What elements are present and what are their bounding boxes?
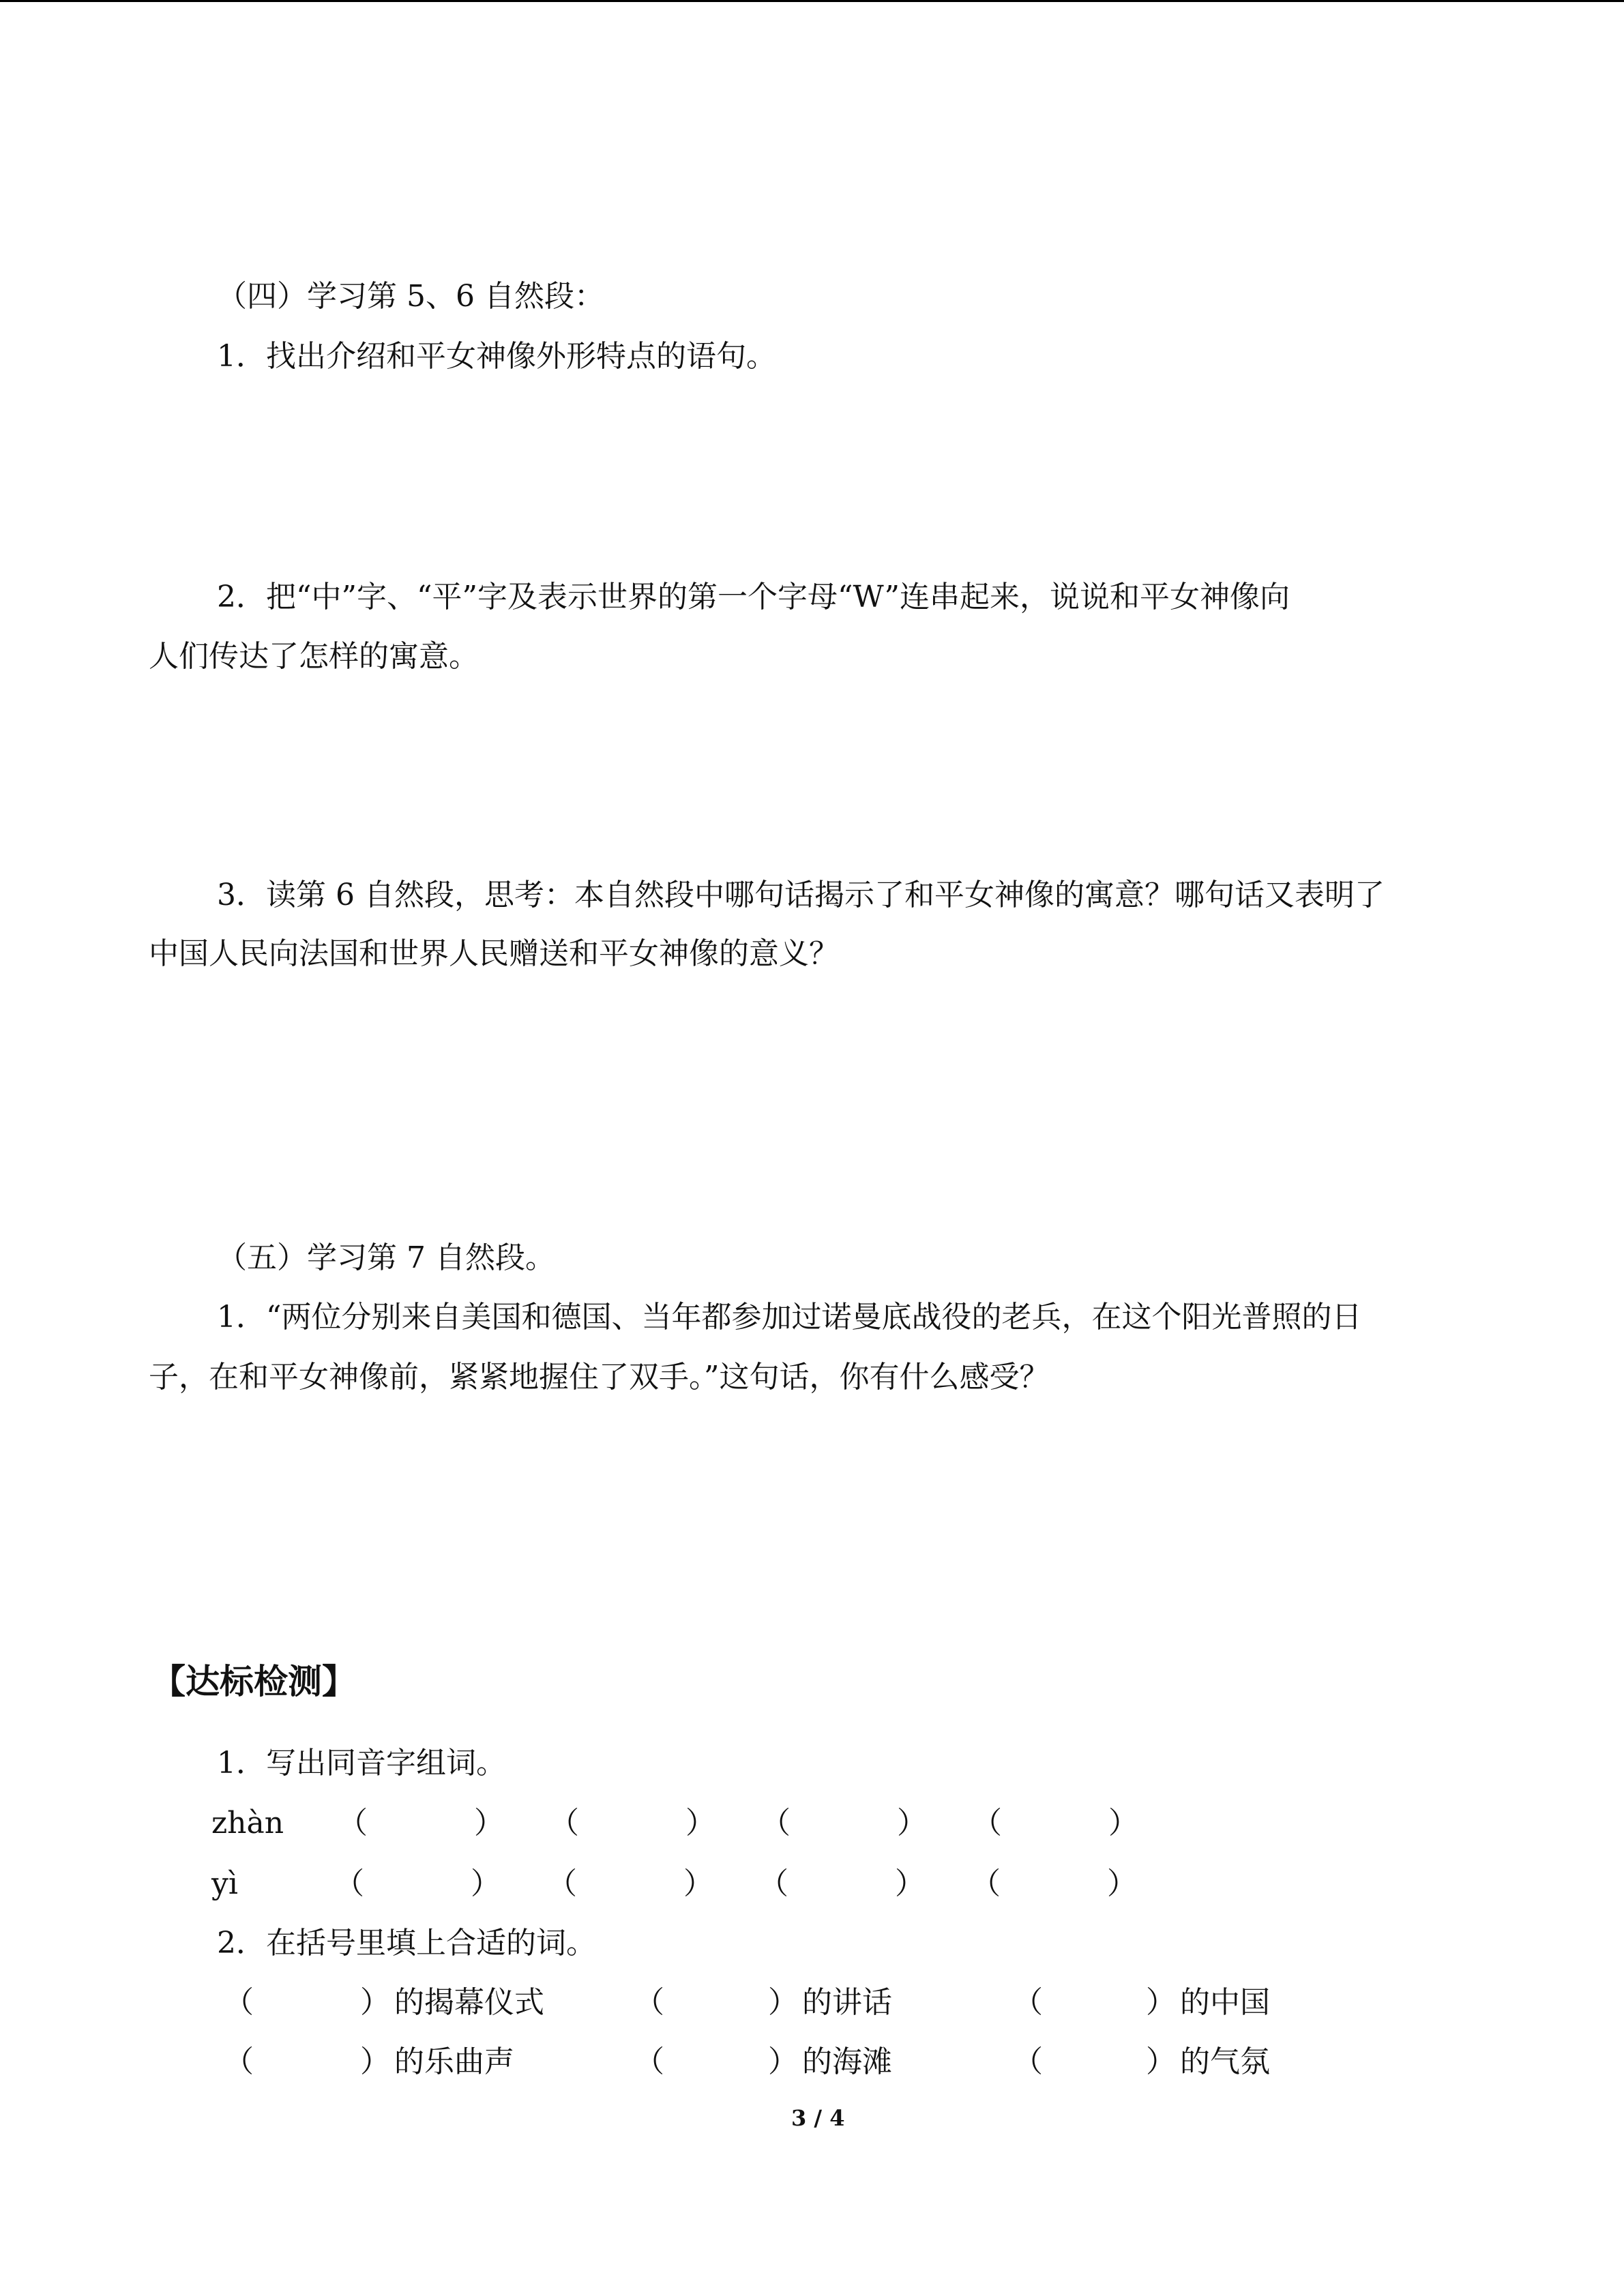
blank-close-paren: ） [895, 1866, 925, 1901]
blank-open-paren: （ [634, 2044, 664, 2079]
blank-open-paren: （ [758, 1866, 788, 1901]
fill-row-2 [224, 2042, 1315, 2083]
pinyin-row-yi [211, 1864, 1166, 1905]
blank-close-paren: ） [897, 1806, 927, 1840]
section4-question-1: 1．找出介绍和平女神像外形特点的语句。 [217, 339, 776, 374]
section4-heading: （四）学习第 5、6 自然段： [217, 279, 604, 314]
blank-close-paren: ） [1107, 1866, 1137, 1901]
blank-close-paren: ） [768, 1985, 798, 2020]
assessment-question-2: 2．在括号里填上合适的词。 [217, 1926, 596, 1960]
blank-close-paren: ） [474, 1806, 504, 1840]
assessment-question-1: 1．写出同音字组词。 [217, 1746, 506, 1780]
page-top-border [0, 0, 1624, 2]
blank-close-paren: ） [1146, 1985, 1176, 2020]
pinyin-row-zhan [211, 1803, 1166, 1844]
section4-question-3-line-1: 3．读第 6 自然段，思考：本自然段中哪句话揭示了和平女神像的寓意？哪句话又表明了 [217, 878, 1385, 912]
blank-open-paren: （ [224, 2044, 254, 2079]
blank-close-paren: ） [1146, 2044, 1176, 2079]
blank-close-paren: ） [360, 2044, 390, 2079]
section5-question-1-line-1: 1．“两位分别来自美国和德国、当年都参加过诺曼底战役的老兵，在这个阳光普照的日 [217, 1300, 1362, 1335]
phrase-item: 的气氛 [1180, 2044, 1270, 2079]
blank-open-paren: （ [547, 1866, 577, 1901]
blank-open-paren: （ [971, 1866, 1001, 1901]
blank-close-paren: ） [685, 1806, 715, 1840]
phrase-item: 的揭幕仪式 [394, 1985, 544, 2020]
blank-open-paren: （ [549, 1806, 579, 1840]
section5-question-1-line-2: 子，在和平女神像前，紧紧地握住了双手。”这句话，你有什么感受？ [149, 1360, 1050, 1395]
blank-open-paren: （ [761, 1806, 791, 1840]
blank-open-paren: （ [634, 1985, 664, 2020]
blank-close-paren: ） [683, 1866, 713, 1901]
assessment-title: 【达标检测】 [151, 1662, 356, 1701]
blank-open-paren: （ [1013, 2044, 1043, 2079]
blank-open-paren: （ [972, 1806, 1002, 1840]
section4-question-2-line-1: 2．把“中”字、“平”字及表示世界的第一个字母“W”连串起来，说说和平女神像向 [217, 580, 1290, 614]
phrase-item: 的海滩 [802, 2044, 892, 2079]
fill-row-1 [224, 1982, 1315, 2023]
pinyin-label: zhàn [211, 1806, 284, 1840]
section4-question-3-line-2: 中国人民向法国和世界人民赠送和平女神像的意义？ [149, 936, 839, 971]
phrase-item: 的中国 [1180, 1985, 1270, 2020]
blank-close-paren: ） [471, 1866, 501, 1901]
blank-close-paren: ） [768, 2044, 798, 2079]
phrase-item: 的讲话 [802, 1985, 892, 2020]
blank-open-paren: （ [334, 1866, 364, 1901]
blank-close-paren: ） [1108, 1806, 1138, 1840]
pinyin-label: yì [211, 1866, 238, 1901]
section4-question-2-line-2: 人们传达了怎样的寓意。 [149, 639, 479, 674]
blank-open-paren: （ [338, 1806, 368, 1840]
blank-close-paren: ） [360, 1985, 390, 2020]
page-number: 3 / 4 [791, 2105, 845, 2131]
section5-heading: （五）学习第 7 自然段。 [217, 1240, 555, 1275]
blank-open-paren: （ [224, 1985, 254, 2020]
phrase-item: 的乐曲声 [394, 2044, 514, 2079]
blank-open-paren: （ [1013, 1985, 1043, 2020]
